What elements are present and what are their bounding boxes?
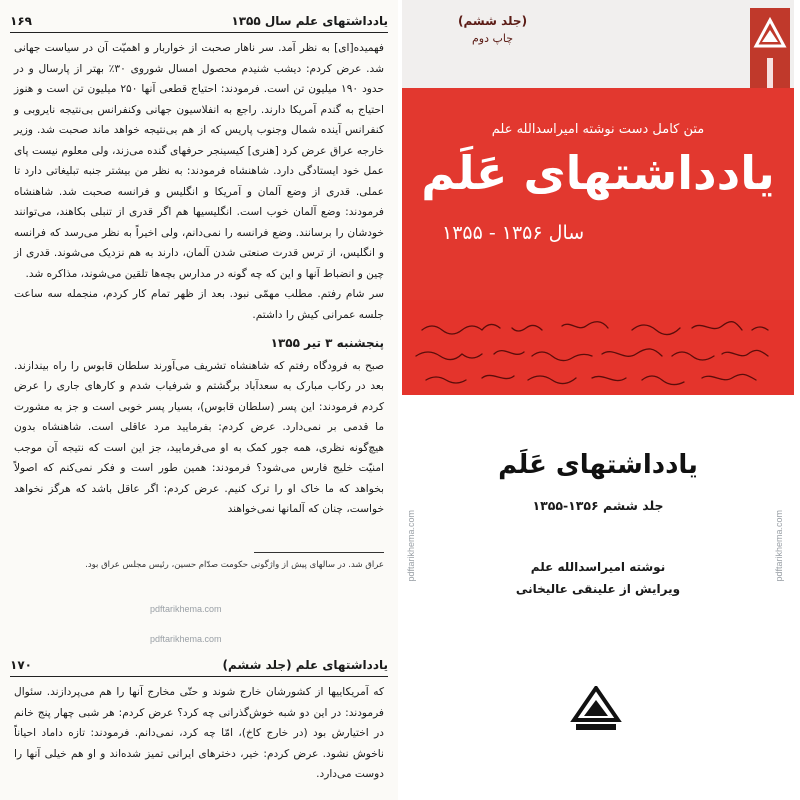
paragraph: صبح به فرودگاه رفتم که شاهنشاه تشریف می‌آورند سلطان قابوس را راه بیندازند. بعد در رکاب مبارک به سعدآباد برگشتم و شرفیاب شدم و کارهای جاری را عرض کردم فرمودند: این پسر (سلطان قابوس)، بسیار پسر خوبی است و جز به مشورت ما قدمی بر نمی‌دارد. عرض کردم: بفرمایید مرد عاقلی است. شاهنشاه بدون هیچ‌گونه نظری، همه جور کمک به او می‌فرمایید، جز این است که نتیجه آن موجب امنیّت خلیج فارس می‌شود؟ فرمودند: همین طور است و فکر نمی‌کنم که اصولاً بخواهد که ما خاک او را ترک کنیم. عرض کردم: اگر عاقل باشد که هرگز نخواهد خواست، چنان که آلمانها نمی‌خواهند [14, 359, 384, 515]
page-body [14, 38, 384, 520]
running-title: یادداشتهای علم سال ۱۳۵۵ [231, 14, 388, 28]
book-page-169 [0, 0, 398, 630]
cover-title: یادداشتهای عَلَم [421, 146, 775, 200]
volume-label: (جلد ششم) [458, 14, 528, 28]
watermark: pdftarikhema.com [150, 634, 222, 644]
page-body [14, 682, 384, 785]
book-cover [402, 0, 794, 395]
page-header [10, 10, 388, 33]
paragraph: سر شام رفتم. مطلب مهمّی نبود. بعد از ظهر تمام کار کردم، منجمله سه ساعت جلسه عمرانی کیش را داشتم. [14, 288, 384, 321]
handwriting-icon [402, 300, 794, 395]
book-page-170 [0, 630, 398, 800]
publisher-logo-icon [566, 686, 626, 738]
watermark: pdftarikhema.com [150, 604, 222, 614]
page-number: ۱۶۹ [10, 14, 32, 28]
title-page-editor: ویرایش از علینقی عالیخانی [515, 582, 681, 596]
title-page [402, 400, 794, 800]
watermark: pdftarikhema.com [406, 510, 416, 582]
footnote-rule [254, 552, 384, 553]
print-label: چاپ دوم [472, 32, 514, 45]
cover-subtitle: متن کامل دست نوشته امیراسدالله علم [491, 122, 705, 137]
title-page-author: نوشته امیراسدالله علم [530, 560, 666, 574]
footnote: عراق شد. در سالهای پیش از واژگونی حکومت صدّام حسین، رئیس مجلس عراق بود. [85, 560, 384, 570]
cover-years: سال ۱۳۵۶ - ۱۳۵۵ [442, 222, 585, 244]
paragraph: فهمیده[ای] به نظر آمد. سر ناهار صحبت از خواربار و اهمیّت آن در سیاست جهانی شد. عرض کردم: دیشب شنیدم محصول امسال شوروی ۳۰٪ بهتر از پارسال و در حدود ۱۹۰ میلیون تن است. فرمودند: احتیاج قطعی آنها ۲۵۰ میلیون تن است و هنوز احتیاج به گندم آمریکا دارند. راجع به انفلاسیون جهانی وکنفرانس بی‌نتیجه نایروبی و کنفرانس آینده شمال وجنوب پاریس که از هم بی‌نتیجه خواهد ماند صحبت شد. وزیر خارجه عراق عرض کرد [هنری] کیسینجر حرفهای گنده می‌زند، ولی معلوم نیست پای عمل خود ایستادگی دارد. شاهنشاه فرمودند: به نظر من بیشتر جنبه تبلیغاتی دارد تا عملی. قدری از وضع آلمان و آمریکا و انگلیس و فرانسه صحبت شد. شاهنشاه فرمودند: وضع آلمان خوب است. انگلیسیها هم اگر قدری از تنبلی بکاهند، می‌توانند خودشان را برسانند. وضع فرانسه را نمی‌دانم، ولی اخیراً به نظر می‌رسد که فرانسه و انگلیس، از ترس قدرت صنعتی شدن آلمان، دارند به هم نزدیک می‌شوند. قدری از چین و انضباط آنها و این که چه گونه در مدارس بچه‌ها تلقین می‌شوند، مذاکره شد. [14, 42, 385, 280]
page-header [10, 654, 388, 677]
paragraph: که آمریکاییها از کشورشان خارج شوند و حتّی مخارج آنها را هم می‌پردازند. سئوال فرمودند: در این دو شبه خوش‌گذرانی چه کرد؟ عرض کردم: هر شبی چهار پنج خانم در اختیارش بود (در خارج کاخ)، امّا چه کرد، نمی‌دانم. فرمودند: تازه داماد احیاناً ناخوش نشود. عرض کردم: خیر، دخترهای ایرانی تمیز شده‌اند و او هم خیلی آنها را دوست می‌دارد. [14, 686, 384, 780]
handwriting-strip [402, 300, 794, 395]
title-page-title: یادداشتهای عَلَم [498, 450, 698, 480]
watermark: pdftarikhema.com [774, 510, 784, 582]
running-title: یادداشتهای علم (جلد ششم) [222, 658, 388, 672]
date-heading: پنجشنبه ۳ تیر ۱۳۵۵ [270, 336, 384, 350]
page-number: ۱۷۰ [10, 658, 32, 672]
edition-label [458, 14, 527, 45]
title-page-volume: جلد ششم ۱۳۵۶-۱۳۵۵ [532, 498, 664, 513]
